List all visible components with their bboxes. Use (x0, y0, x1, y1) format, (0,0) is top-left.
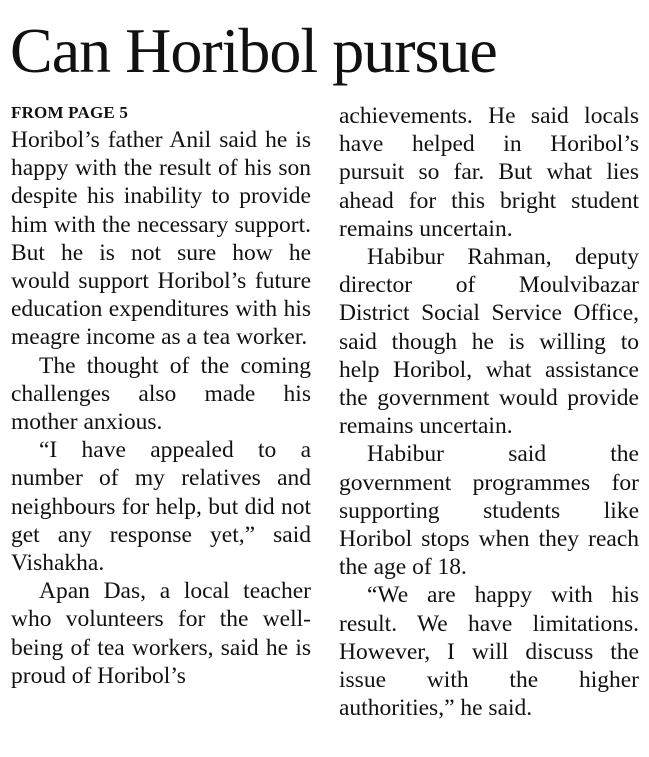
headline: Can Horibol pursue (10, 15, 497, 86)
article-column-left (11, 102, 311, 690)
jump-label: FROM PAGE 5 (11, 103, 129, 122)
paragraph: Apan Das, a local teacher who volunteers for the well-being of tea workers, said he is proud of Horibol’s (11, 578, 311, 689)
paragraph: achievements. He said locals have helped in Horibol’s pursuit so far. But what lies ahead for this bright student remains uncertain. (339, 103, 639, 242)
paragraph: “I have appealed to a number of my relatives and neighbours for help, but did not get any response yet,” said Vishakha. (11, 437, 311, 577)
article-column-right (339, 102, 639, 722)
paragraph: Horibol’s father Anil said he is happy with the result of his son despite his inability to provide him with the necessary support. But he is not sure how he would support Horibol’s future education expenditures with his meagre income as a tea worker. (11, 127, 311, 351)
paragraph: Habibur said the government programmes for supporting students like Horibol stops when they reach the age of 18. (339, 441, 639, 581)
paragraph: “We are happy with his result. We have limitations. However, I will discuss the issue with the higher authorities,” he said. (339, 582, 639, 722)
paragraph: The thought of the coming challenges also made his mother anxious. (11, 352, 311, 436)
paragraph: Habibur Rahman, deputy director of Moulvibazar District Social Service Office, said though he is willing to help Horibol, what assistance the government would provide remains uncertain. (339, 244, 639, 440)
